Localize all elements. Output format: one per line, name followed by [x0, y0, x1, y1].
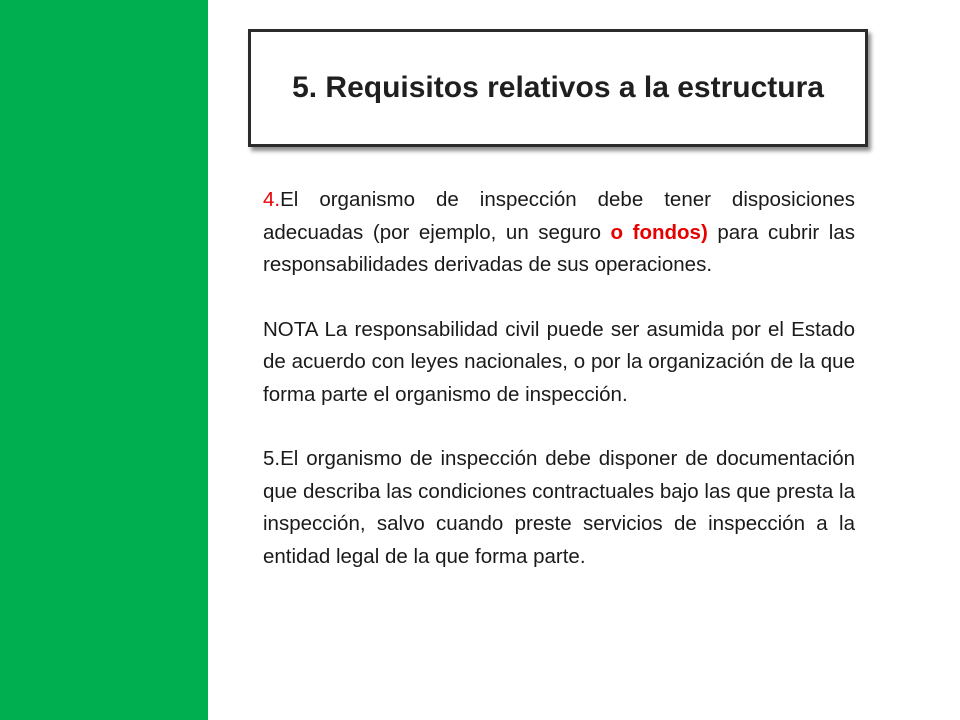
paragraph-text: El organismo de inspección debe tener disposiciones adecuadas (por ejemplo, un seguro — [263, 188, 855, 244]
highlight-fondos: fondos) — [632, 220, 708, 244]
title-box — [248, 29, 868, 147]
green-sidebar-bar — [0, 0, 208, 720]
paragraph-requirement-4 — [263, 184, 855, 282]
slide-title: 5. Requisitos relativos a la estructura — [292, 71, 824, 104]
spacer — [623, 221, 633, 244]
paragraph-text-end: para cubrir las responsabilidades derivadas de sus operaciones. — [263, 220, 855, 276]
item-number: 4. — [263, 188, 281, 211]
highlight-o: o — [610, 220, 624, 244]
paragraph-nota: NOTA La responsabilidad civil puede ser asumida por el Estado de acuerdo con leyes nacionales, o por la organización de la que forma parte el organismo de inspección. — [263, 317, 855, 406]
paragraph-requirement-5: 5.El organismo de inspección debe disponer de documentación que describa las condiciones contractuales bajo las que presta la inspección, salvo cuando preste servicios de inspección a la entidad legal de la que forma parte. — [263, 447, 855, 568]
slide-body — [263, 184, 855, 573]
